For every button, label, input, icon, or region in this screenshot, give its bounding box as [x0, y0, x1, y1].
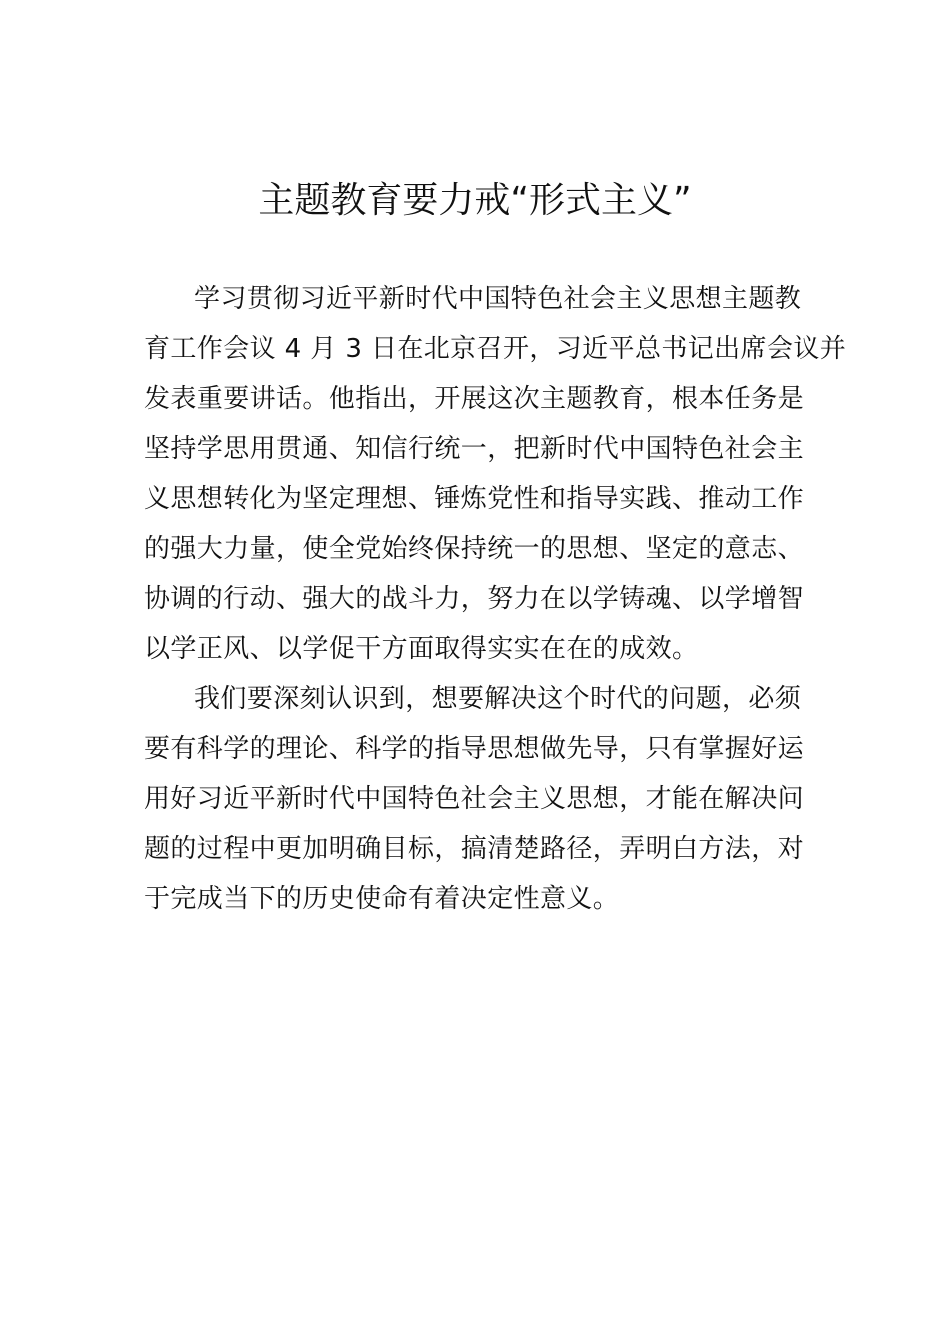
paragraph-line: 我们要深刻认识到，想要解决这个时代的问题，必须: [194, 684, 802, 714]
paragraph-1: [144, 274, 847, 674]
paragraph-line: 义思想转化为坚定理想、锤炼党性和指导实践、推动工作: [144, 484, 805, 514]
paragraph-line: 要有科学的理论、科学的指导思想做先导，只有掌握好运: [144, 734, 805, 764]
paragraph-line: 的强大力量，使全党始终保持统一的思想、坚定的意志、: [144, 534, 805, 564]
document-title: 主题教育要力戒“形式主义”: [258, 180, 692, 221]
document-body: [144, 274, 847, 924]
paragraph-line: 坚持学思用贯通、知信行统一，把新时代中国特色社会主: [144, 434, 805, 464]
paragraph-line: 育工作会议 4 月 3 日在北京召开，习近平总书记出席会议并: [144, 334, 847, 364]
paragraph-line: 协调的行动、强大的战斗力，努力在以学铸魂、以学增智: [144, 584, 805, 614]
paragraph-line: 题的过程中更加明确目标，搞清楚路径，弄明白方法，对: [144, 834, 805, 864]
paragraph-line: 于完成当下的历史使命有着决定性意义。: [144, 884, 620, 914]
paragraph-line: 以学正风、以学促干方面取得实实在在的成效。: [144, 634, 699, 664]
paragraph-2: [144, 674, 806, 924]
paragraph-line: 学习贯彻习近平新时代中国特色社会主义思想主题教: [194, 284, 802, 314]
paragraph-line: 用好习近平新时代中国特色社会主义思想，才能在解决问: [144, 784, 805, 814]
paragraph-line: 发表重要讲话。他指出，开展这次主题教育，根本任务是: [144, 384, 805, 414]
